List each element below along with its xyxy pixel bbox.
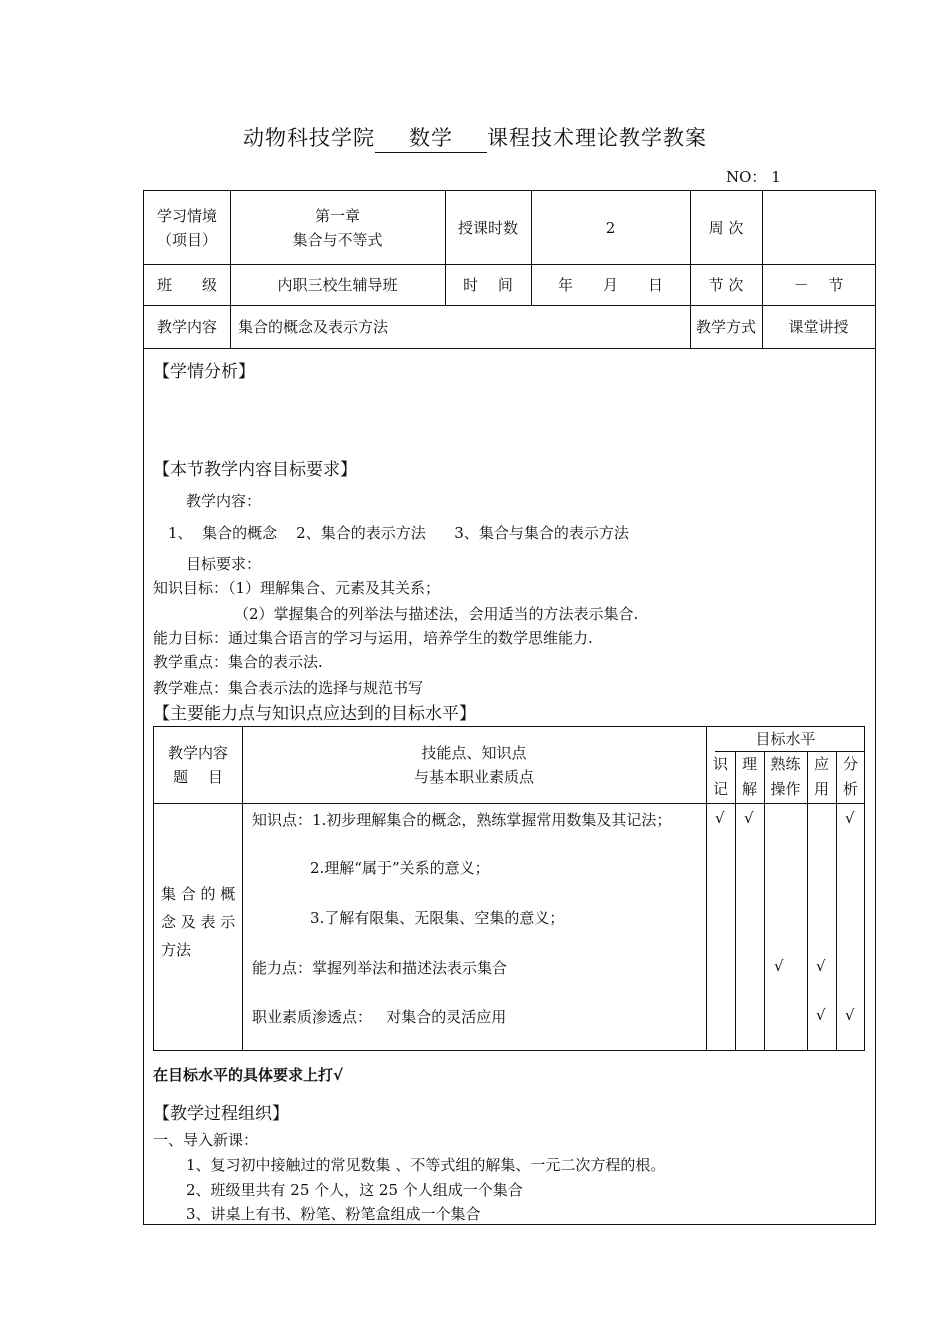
skill-row-1: 知识点：1.初步理解集合的概念，熟练掌握常用数集及其记法； bbox=[252, 811, 672, 829]
knowledge-goal-1: 知识目标：（1）理解集合、元素及其关系； bbox=[153, 579, 441, 597]
skill-row-4: 能力点：掌握列举法和描述法表示集合 bbox=[252, 959, 508, 977]
process-item-1: 1、复习初中接触过的常见数集 、不等式组的解集、一元二次方程的根。 bbox=[186, 1156, 666, 1174]
content-value: 集合的概念及表示方法 bbox=[238, 317, 389, 336]
ability-goal: 能力目标：通过集合语言的学习与运用，培养学生的数学思维能力. bbox=[153, 629, 593, 647]
col-skill-header: 技能点、知识点 与基本职业素质点 bbox=[413, 744, 534, 786]
process-intro: 一、导入新课： bbox=[153, 1131, 259, 1149]
check-mark: √ bbox=[816, 1006, 826, 1024]
content-items: 1、 集合的概念 2、集合的表示方法 3、集合与集合的表示方法 bbox=[168, 524, 629, 542]
check-mark: √ bbox=[715, 809, 725, 827]
content-label: 教学内容 bbox=[156, 317, 217, 336]
check-mark: √ bbox=[816, 957, 826, 975]
divider bbox=[154, 803, 864, 804]
hours-label: 授课时数 bbox=[457, 218, 518, 237]
week-value bbox=[762, 191, 875, 264]
time-value: 年 月 日 bbox=[557, 275, 663, 294]
title-subject: 数学 bbox=[375, 122, 487, 153]
skill-row-5: 职业素质渗透点： 对集合的灵活应用 bbox=[252, 1008, 507, 1026]
goals-heading: 【本节教学内容目标要求】 bbox=[153, 460, 357, 480]
knowledge-goal-2: （2）掌握集合的列举法与描述法，会用适当的方法表示集合. bbox=[234, 605, 639, 623]
class-label: 班 级 bbox=[156, 275, 217, 294]
skill-row-2: 2.理解“属于”关系的意义； bbox=[310, 859, 490, 877]
level-understand-header: 理 解 bbox=[741, 755, 757, 798]
process-item-3: 3、讲桌上有书、粉笔、粉笔盒组成一个集合 bbox=[186, 1205, 481, 1223]
process-item-2: 2、班级里共有 25 个人，这 25 个人组成一个集合 bbox=[186, 1181, 523, 1199]
levels-note: 在目标水平的具体要求上打√ bbox=[153, 1066, 344, 1084]
col-topic-header: 教学内容 题 目 bbox=[167, 744, 228, 786]
check-mark: √ bbox=[774, 957, 784, 975]
document-title bbox=[0, 122, 950, 153]
title-college: 动物科技学院 bbox=[243, 126, 375, 150]
level-operate-header: 熟练 操作 bbox=[770, 755, 801, 798]
title-course: 课程技术理论教学教案 bbox=[487, 126, 707, 150]
difficult-point: 教学难点：集合表示法的选择与规范书写 bbox=[153, 679, 424, 697]
check-mark: √ bbox=[845, 1006, 855, 1024]
process-heading: 【教学过程组织】 bbox=[153, 1104, 289, 1124]
period-label: 节 次 bbox=[708, 275, 744, 294]
topic-cell: 集 合 的 概 念 及 表 示 方法 bbox=[161, 885, 236, 959]
level-memorize-header: 识 记 bbox=[712, 755, 728, 798]
hours-value: 2 bbox=[605, 218, 616, 237]
level-apply-header: 应 用 bbox=[813, 755, 829, 798]
check-mark: √ bbox=[845, 809, 855, 827]
check-mark: √ bbox=[744, 809, 754, 827]
col-target-header: 目标水平 bbox=[755, 730, 816, 748]
analysis-heading: 【学情分析】 bbox=[153, 362, 255, 382]
situation-label: 学习情境 （项目） bbox=[156, 206, 217, 249]
divider bbox=[144, 348, 875, 349]
method-value: 课堂讲授 bbox=[788, 317, 849, 336]
time-label: 时 间 bbox=[463, 275, 513, 294]
period-value: － 节 bbox=[793, 275, 844, 294]
class-value: 内职三校生辅导班 bbox=[277, 275, 398, 294]
target-label: 目标要求： bbox=[186, 555, 262, 573]
level-analyze-header: 分 析 bbox=[842, 755, 858, 798]
key-point: 教学重点：集合的表示法. bbox=[153, 653, 323, 671]
levels-heading: 【主要能力点与知识点应达到的目标水平】 bbox=[153, 704, 476, 724]
skill-row-3: 3.了解有限集、无限集、空集的意义； bbox=[310, 909, 565, 927]
situation-value: 第一章 集合与不等式 bbox=[292, 206, 383, 249]
lesson-plan-frame bbox=[143, 190, 876, 1225]
levels-table bbox=[153, 726, 865, 1051]
method-label: 教学方式 bbox=[695, 317, 756, 336]
content-label-text: 教学内容： bbox=[186, 492, 262, 510]
week-label: 周 次 bbox=[708, 218, 744, 237]
document-number: NO： 1 bbox=[726, 168, 781, 186]
